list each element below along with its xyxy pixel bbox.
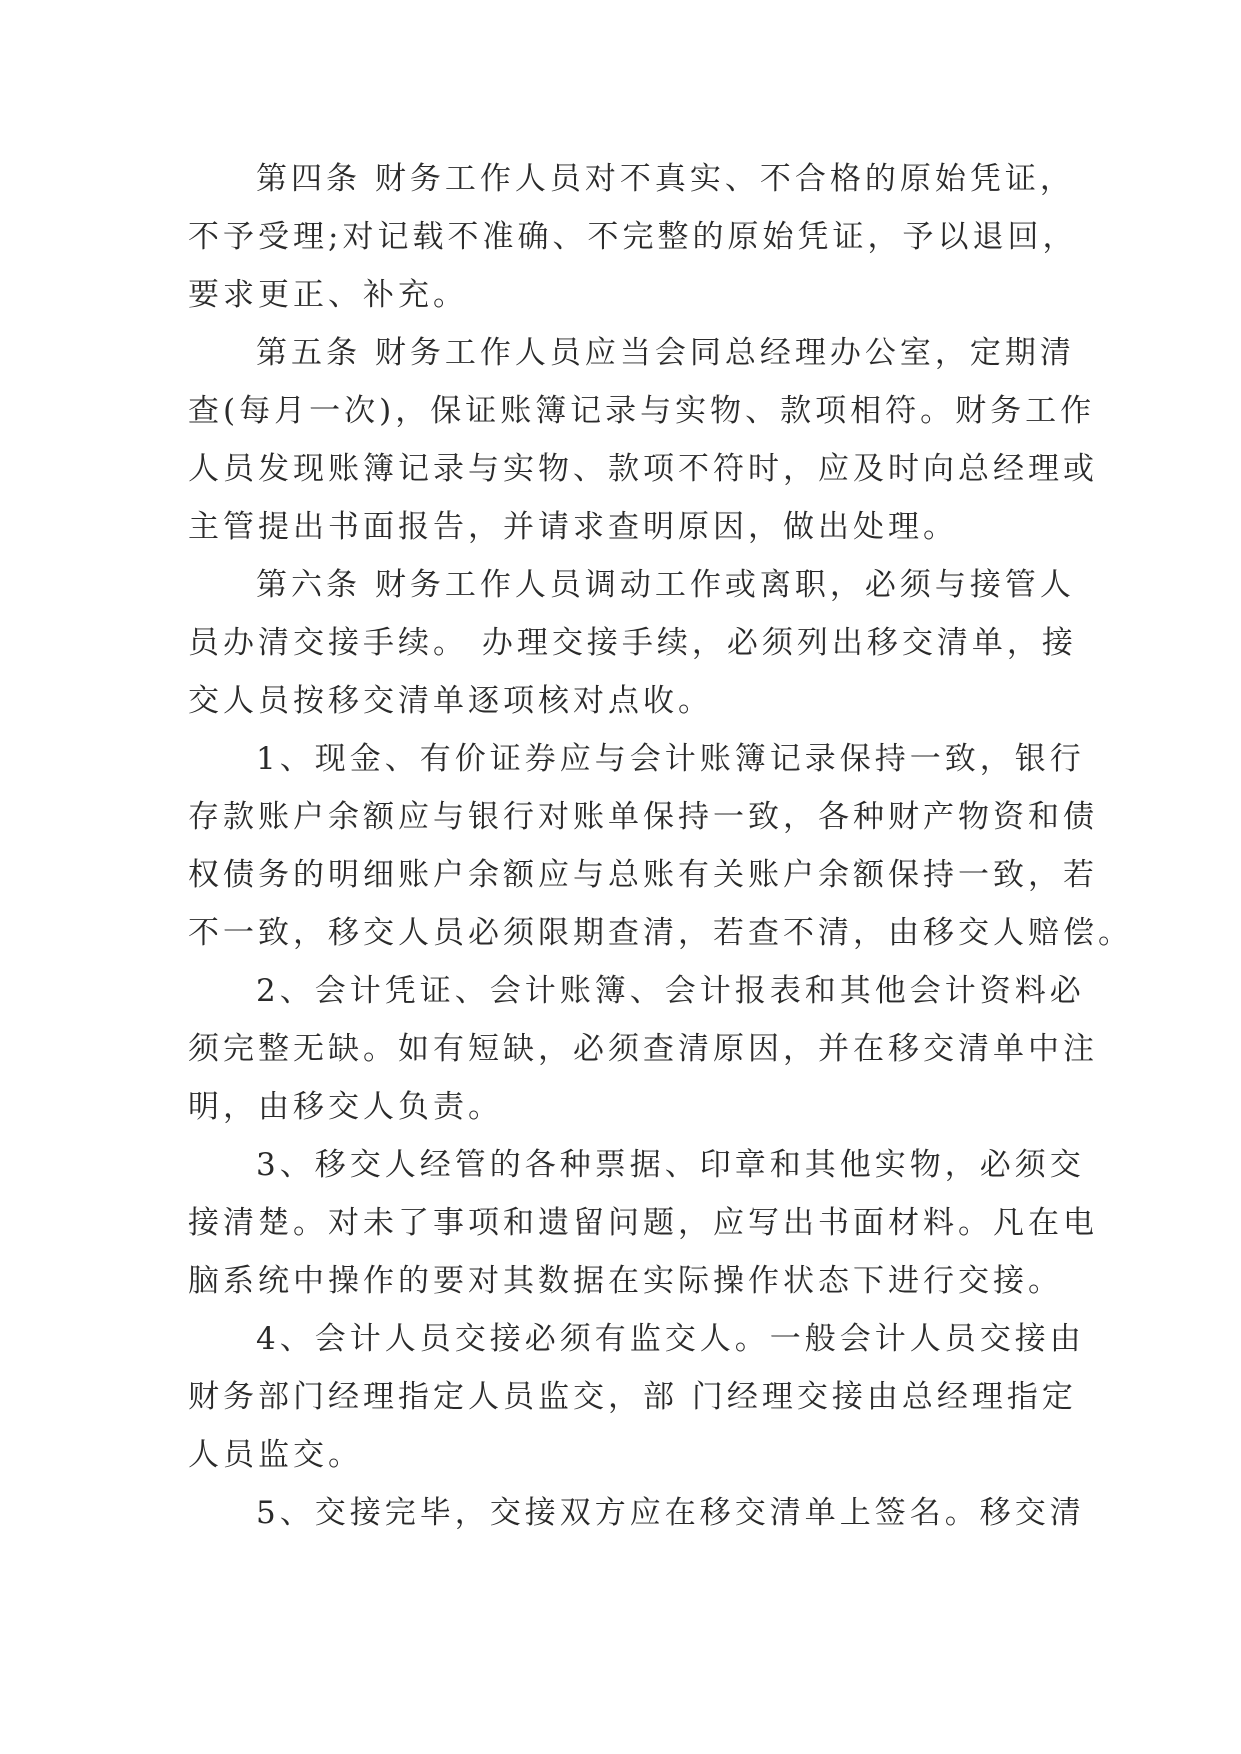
text-line: 明，由移交人负责。 [188, 1089, 503, 1125]
text-line: 人员发现账簿记录与实物、款项不符时，应及时向总经理或 [188, 451, 1098, 487]
text-line: 接清楚。对未了事项和遗留问题，应写出书面材料。凡在电 [188, 1205, 1098, 1241]
text-line: 财务部门经理指定人员监交，部 门经理交接由总经理指定 [188, 1379, 1077, 1415]
text-line: 2、会计凭证、会计账簿、会计报表和其他会计资料必 [256, 973, 1085, 1009]
text-line: 不一致，移交人员必须限期查清，若查不清，由移交人赔偿。 [188, 915, 1133, 951]
text-line: 脑系统中操作的要对其数据在实际操作状态下进行交接。 [188, 1263, 1063, 1299]
text-line: 5、交接完毕，交接双方应在移交清单上签名。移交清 [256, 1495, 1085, 1531]
text-line: 第六条 财务工作人员调动工作或离职，必须与接管人 [256, 567, 1075, 603]
text-line: 查(每月一次)，保证账簿记录与实物、款项相符。财务工作 [188, 393, 1096, 429]
text-line: 要求更正、补充。 [188, 277, 468, 313]
text-line: 不予受理;对记载不准确、不完整的原始凭证，予以退回， [188, 219, 1078, 255]
text-line: 4、会计人员交接必须有监交人。一般会计人员交接由 [256, 1321, 1085, 1357]
text-line: 主管提出书面报告，并请求查明原因，做出处理。 [188, 509, 958, 545]
text-line: 1、现金、有价证券应与会计账簿记录保持一致，银行 [256, 741, 1085, 777]
text-line: 3、移交人经管的各种票据、印章和其他实物，必须交 [256, 1147, 1085, 1183]
text-line: 人员监交。 [188, 1437, 363, 1473]
text-line: 存款账户余额应与银行对账单保持一致，各种财产物资和债 [188, 799, 1098, 835]
text-line: 第四条 财务工作人员对不真实、不合格的原始凭证， [256, 161, 1075, 197]
text-line: 第五条 财务工作人员应当会同总经理办公室，定期清 [256, 335, 1075, 371]
text-line: 员办清交接手续。 办理交接手续，必须列出移交清单，接 [188, 625, 1077, 661]
text-line: 须完整无缺。如有短缺，必须查清原因，并在移交清单中注 [188, 1031, 1098, 1067]
document-body [188, 150, 1133, 1542]
text-line: 交人员按移交清单逐项核对点收。 [188, 683, 713, 719]
text-line: 权债务的明细账户余额应与总账有关账户余额保持一致，若 [188, 857, 1098, 893]
